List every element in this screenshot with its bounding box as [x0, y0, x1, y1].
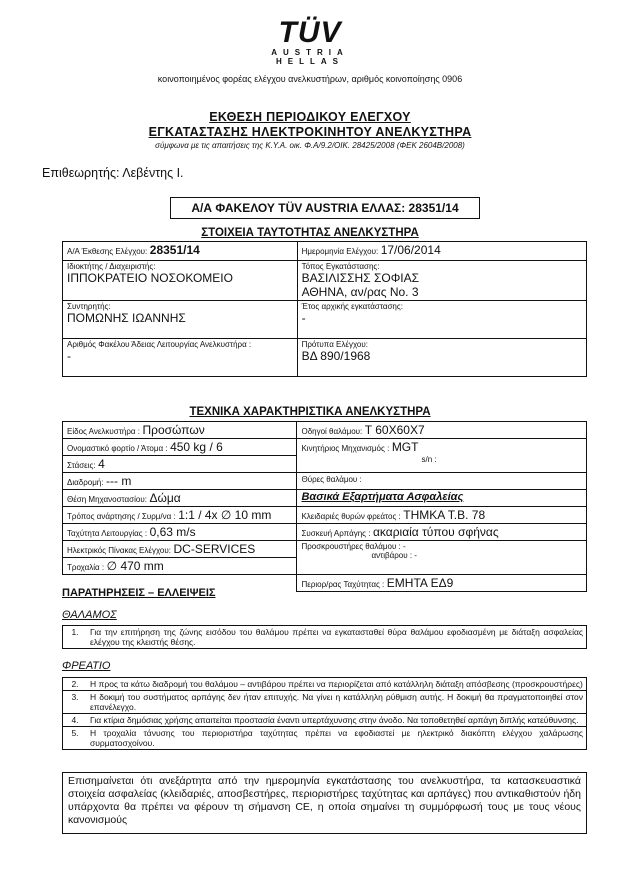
type-value: Προσώπων [142, 423, 205, 437]
travel-value: --- m [106, 474, 132, 488]
sheave-cell [63, 558, 297, 575]
observation-text: Για την επιτήρηση της ζώνης εισόδου του θαλάμου πρέπει να εγκατασταθεί θύρα θαλάμου εφοδιασμένη με διάταξη ασφαλείας ελέγχου της κλειστής θέσης. [87, 626, 587, 649]
license-label: Αριθμός Φακέλου Άδειας Λειτουργίας Ανελκυστήρα : [67, 340, 252, 349]
standard-value: ΒΔ 890/1968 [301, 349, 371, 363]
travel-label: Διαδρομή: [67, 478, 104, 487]
technical-title: ΤΕΧΝΙΚΑ ΧΑΡΑΚΤΗΡΙΣΤΙΚΑ ΑΝΕΛΚΥΣΤΗΡΑ [189, 406, 431, 418]
logo-brand: TÜV [278, 16, 342, 49]
identity-title: ΣΤΟΙΧΕΙΑ ΤΑΥΤΟΤΗΤΑΣ ΑΝΕΛΚΥΣΤΗΡΑ [201, 227, 419, 239]
report-no-label: Α/Α Έκθεσης Ελέγχου: [67, 247, 148, 256]
observation-text: Η προς τα κάτω διαδρομή του θαλάμου – αντιβάρου πρέπει να περιορίζεται από κατάλληλη διάταξη απόσβεσης (προσκρουστήρες) [87, 678, 587, 691]
location-cell [297, 261, 586, 301]
travel-cell [63, 473, 297, 490]
panel-label: Ηλεκτρικός Πίνακας Ελέγχου: [67, 546, 171, 555]
safety-gear-cell [297, 524, 587, 541]
observation-row [63, 691, 587, 714]
machine-room-cell [63, 490, 297, 507]
owner-value: ΙΠΠΟΚΡΑΤΕΙΟ ΝΟΣΟΚΟΜΕΙΟ [67, 271, 233, 285]
observation-num: 1. [63, 626, 88, 649]
load-value: 450 kg / 6 [170, 440, 223, 454]
speed-cell [63, 524, 297, 541]
machine-label: Κινητήριος Μηχανισμός : [301, 444, 390, 453]
technical-table [62, 421, 587, 592]
observation-num: 4. [63, 714, 88, 727]
buffers-cw-label: αντιβάρου : - [371, 551, 417, 560]
observation-text: Η τροχαλία τάνυσης του περιοριστήρα ταχύτητας πρέπει να εφοδιαστεί με ηλεκτρικό διακόπτη ελέγχου χαλάρωσης συρματοσχοίνου. [87, 727, 587, 750]
observation-num: 2. [63, 678, 88, 691]
compliance-note: σύμφωνα με τις απαιτήσεις της Κ.Υ.Α. οικ. Φ.Α/9.2/ΟΙΚ. 28425/2008 (ΦΕΚ 2604Β/2008) [155, 141, 465, 150]
load-label: Ονομαστικό φορτίο / Άτομα : [67, 444, 168, 453]
location-label: Τόπος Εγκατάστασης: [301, 262, 380, 271]
governor-label: Περιορ/ρας Ταχύτητας : [301, 580, 385, 589]
report-no-value: 28351/14 [149, 243, 200, 257]
safety-gear-label: Συσκευή Αρπάγης : [301, 529, 371, 538]
report-no-cell [63, 242, 298, 261]
identity-table [62, 241, 587, 377]
machine-cell [297, 439, 587, 473]
report-title-1: ΕΚΘΕΣΗ ΠΕΡΙΟΔΙΚΟΥ ΕΛΕΓΧΟΥ [209, 110, 411, 124]
observation-row [63, 678, 587, 691]
tuv-logo [0, 18, 620, 66]
safety-gear-value: ακαριαία τύπου σφήνας [372, 525, 499, 539]
date-cell [297, 242, 586, 261]
inspector: Επιθεωρητής: Λεβέντης Ι. [42, 166, 184, 180]
observation-num: 3. [63, 691, 88, 714]
locks-label: Κλειδαριές θυρών φρεάτος : [301, 512, 401, 521]
observation-row [63, 626, 587, 649]
machine-room-label: Θέση Μηχανοστασίου: [67, 495, 147, 504]
rails-value: Τ 60Χ60Χ7 [364, 423, 425, 437]
machine-room-value: Δώμα [149, 491, 181, 505]
file-number-box [170, 197, 480, 219]
maintainer-label: Συντηρητής: [67, 302, 111, 311]
maintainer-value: ΠΟΜΩΝΗΣ ΙΩΑΝΝΗΣ [67, 311, 186, 325]
license-cell [63, 339, 298, 377]
shaft-heading: ΦΡΕΑΤΙΟ [62, 660, 111, 672]
observation-row [63, 714, 587, 727]
car-doors-label: Θύρες θαλάμου : [301, 475, 362, 484]
stops-value: 4 [98, 457, 105, 471]
location-value-1: ΒΑΣΙΛΙΣΣΗΣ ΣΟΦΙΑΣ [301, 271, 420, 285]
buffers-car-label: Προσκρουστήρες θαλάμου : - [301, 542, 406, 551]
notified-body: κοινοποιημένος φορέας ελέγχου ανελκυστήρων, αριθμός κοινοποίησης 0906 [157, 74, 463, 84]
maintainer-cell [63, 301, 298, 339]
owner-label: Ιδιοκτήτης / Διαχειριστής: [67, 262, 156, 271]
owner-cell [63, 261, 298, 301]
governor-value: ΕΜΗΤΑ ΕΔ9 [386, 576, 454, 590]
date-value: 17/06/2014 [380, 243, 441, 257]
logo-line1: AUSTRIA [271, 48, 349, 57]
final-note-box [62, 772, 587, 834]
observation-row [63, 727, 587, 750]
safety-heading-cell [297, 490, 587, 507]
date-label: Ημερομηνία Ελέγχου: [301, 247, 379, 256]
panel-cell [63, 541, 297, 558]
install-year-label: Έτος αρχικής εγκατάστασης: [301, 302, 403, 311]
stops-cell [63, 456, 297, 473]
locks-value: ΤΗΜΚΑ Τ.Β. 78 [403, 508, 486, 522]
observations-title: ΠΑΡΑΤΗΡΗΣΕΙΣ – ΕΛΛΕΙΨΕΙΣ [62, 587, 216, 599]
standard-cell [297, 339, 586, 377]
suspension-value: 1:1 / 4x ∅ 10 mm [178, 508, 272, 522]
sn-label: s/n : [421, 455, 437, 464]
suspension-label: Τρόπος ανάρτησης / Συρμ/να : [67, 512, 176, 521]
governor-cell [297, 575, 587, 592]
final-note: Επισημαίνεται ότι ανεξάρτητα από την ημερομηνία εγκατάστασης του ανελκυστήρα, τα κατασκευαστικά στοιχεία ασφαλείας (κλειδαριές, αποσβεστήρες, περιοριστήρες ταχύτητας και αρπάγες) που αντικαθιστούν ήδη υπάρχοντα θα πρέπει να φέρουν τη σήμανση CE, η οποία σημαίνει τη συμμόρφωσή τους με τους νέους κανονισμούς [68, 775, 581, 826]
buffers-cell [297, 541, 587, 575]
sheave-value: ∅ 470 mm [106, 559, 164, 573]
speed-value: 0,63 m/s [149, 525, 196, 539]
load-cell [63, 439, 297, 456]
machine-value: MGT [391, 440, 419, 454]
car-doors-cell [297, 473, 587, 490]
install-year-value: - [301, 311, 306, 325]
panel-value: DC-SERVICES [173, 542, 256, 556]
speed-label: Ταχύτητα Λειτουργίας : [67, 529, 148, 538]
rails-label: Οδηγοί θαλάμου: [301, 427, 363, 436]
car-observations-table [62, 625, 587, 649]
observation-num: 5. [63, 727, 88, 750]
type-cell [63, 422, 297, 439]
car-heading: ΘΑΛΑΜΟΣ [62, 609, 117, 621]
suspension-cell [63, 507, 297, 524]
sheave-label: Τροχαλία : [67, 563, 105, 572]
report-title-2: ΕΓΚΑΤΑΣΤΑΣΗΣ ΗΛΕΚΤΡΟΚΙΝΗΤΟΥ ΑΝΕΛΚΥΣΤΗΡΑ [148, 125, 472, 139]
location-value-2: ΑΘΗΝΑ, αν/ρας No. 3 [301, 285, 419, 299]
standard-label: Πρότυπα Ελέγχου: [301, 340, 368, 349]
observation-text: Για κτίρια δημόσιας χρήσης απαιτείται προστασία έναντι υπερτάχυνσης στην άνοδο. Να τοποθετηθεί αρπάγη διπλής κατεύθυνσης. [87, 714, 587, 727]
logo-line2: HELLAS [276, 57, 344, 66]
type-label: Είδος Ανελκυστήρα : [67, 427, 140, 436]
install-year-cell [297, 301, 586, 339]
stops-label: Στάσεις: [67, 461, 96, 470]
license-value: - [67, 349, 71, 363]
observation-text: Η δοκιμή του συστήματος αρπάγης δεν ήταν επιτυχής. Να γίνει η κατάλληλη ρύθμιση αυτής. Η δοκιμή θα πραγματοποιηθεί στον επανέλεγχο. [87, 691, 587, 714]
safety-heading: Βασικά Εξαρτήματα Ασφαλείας [301, 491, 464, 503]
locks-cell [297, 507, 587, 524]
file-number: Α/Α ΦΑΚΕΛΟΥ TÜV AUSTRIA ΕΛΛΑΣ: 28351/14 [191, 201, 459, 215]
rails-cell [297, 422, 587, 439]
shaft-observations-table [62, 677, 587, 750]
